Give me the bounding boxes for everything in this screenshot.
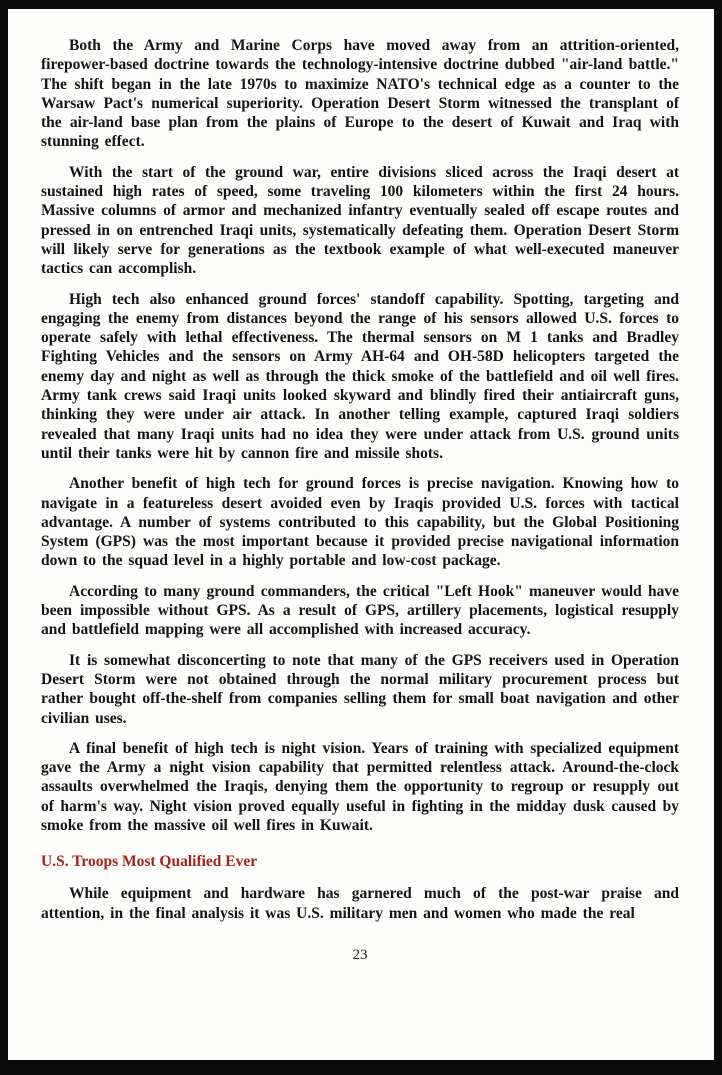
page-content [8, 9, 714, 964]
paragraph-precise-navigation: Another benefit of high tech for ground forces is precise navigation. Knowing how to navigate in a featureless desert avoided even by Iraqis provided U.S. forces with tactical advantage. A number of systems contributed to this capability, but the Global Positioning System (GPS) was the most important because it provided precise navigational information down to the squad level in a highly portable and low-cost package. [41, 475, 679, 570]
section-heading-us-troops: U.S. Troops Most Qualified Ever [41, 853, 258, 871]
paragraph-closing: While equipment and hardware has garnered much of the post-war praise and attention, in the final analysis it was U.S. military men and women who made the real [41, 885, 679, 922]
paragraph-night-vision: A final benefit of high tech is night vision. Years of training with specialized equipment gave the Army a night vision capability that permitted relentless attack. Around-the-clock assaults overwhelmed the Iraqis, denying them the opportunity to regroup or resupply out of harm's way. Night vision proved equally useful in fighting in the midday dusk caused by smoke from the massive oil well fires in Kuwait. [41, 739, 679, 834]
paragraph-left-hook: According to many ground commanders, the critical "Left Hook" maneuver would have been impossible without GPS. As a result of GPS, artillery placements, logistical resupply and battlefield mapping were all accomplished with increased accuracy. [41, 582, 679, 639]
paragraph-ground-war: With the start of the ground war, entire divisions sliced across the Iraqi desert at sustained high rates of speed, some traveling 100 kilometers within the first 24 hours. Massive columns of armor and mechanized infantry eventually sealed off escape routes and pressed in on entrenched Iraqi units, systematically defeating them. Operation Desert Storm will likely serve for generations as the textbook example of what well-executed maneuver tactics can accomplish. [41, 163, 679, 278]
paragraph-doctrine-shift: Both the Army and Marine Corps have moved away from an attrition-oriented, firepower-based doctrine towards the technology-intensive doctrine dubbed "air-land battle." The shift began in the late 1970s to maximize NATO's technical edge as a counter to the Warsaw Pact's numerical superiority. Operation Desert Storm witnessed the transplant of the air-land base plan from the plains of Europe to the desert of Kuwait and Iraq with stunning effect. [41, 37, 679, 151]
page-number: 23 [352, 946, 368, 963]
paragraph-gps-procurement: It is somewhat disconcerting to note that many of the GPS receivers used in Operation Desert Storm were not obtained through the normal military procurement process but rather bought off-the-shelf from companies selling them for small boat navigation and other civilian uses. [41, 651, 679, 727]
paragraph-standoff-capability: High tech also enhanced ground forces' standoff capability. Spotting, targeting and engaging the enemy from distances beyond the range of his sensors allowed U.S. forces to operate safely with lethal effectiveness. The thermal sensors on M 1 tanks and Bradley Fighting Vehicles and the sensors on Army AH-64 and OH-58D helicopters targeted the enemy day and night as well as through the thick smoke of the battlefield and oil well fires. Army tank crews said Iraqi units looked skyward and blindly fired their antiaircraft guns, thinking they were under air attack. In another telling example, captured Iraqi soldiers revealed that many Iraqi units had no idea they were under attack from U.S. ground units until their tanks were hit by cannon fire and missile shots. [41, 290, 679, 462]
